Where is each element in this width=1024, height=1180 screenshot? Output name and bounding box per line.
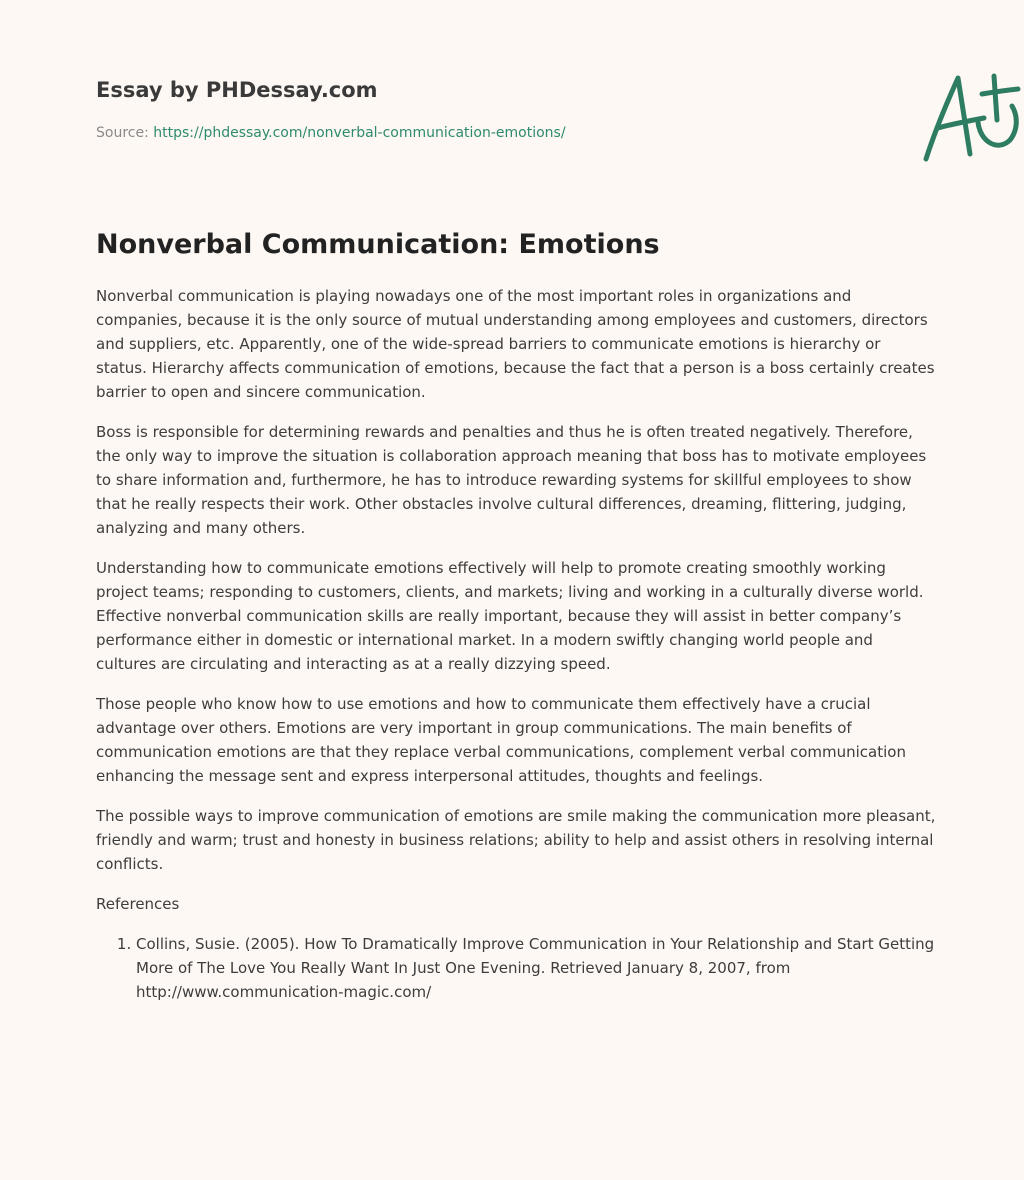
- source-link[interactable]: https://phdessay.com/nonverbal-communication-emotions/: [153, 125, 566, 141]
- essay-paragraph: Those people who know how to use emotions and how to communicate them effectively have a crucial advantage over others. Emotions are very important in group communications. The main benefits of communication emotions are that they replace verbal communications, complement verbal communication enhancing the message sent and express interpersonal attitudes, thoughts and feelings.: [96, 695, 906, 785]
- references-heading: References: [96, 895, 180, 913]
- essay-body: [96, 284, 936, 1004]
- a-plus-icon: [918, 68, 1024, 166]
- essay-paragraph: Boss is responsible for determining rewards and penalties and thus he is often treated negatively. Therefore, the only way to improve the situation is collaboration approach meaning that boss has to motivate employees to share information and, furthermore, he has to introduce rewarding systems for skillful employees to show that he really respects their work. Other obstacles involve cultural differences, dreaming, flittering, judging, analyzing and many others.: [96, 423, 927, 537]
- references-list: [96, 932, 936, 1004]
- site-title: Essay by PHDessay.com: [96, 78, 378, 102]
- essay-paragraph: The possible ways to improve communication of emotions are smile making the communication more pleasant, friendly and warm; trust and honesty in business relations; ability to help and assist others in resolving internal conflicts.: [96, 807, 936, 873]
- essay-title: Nonverbal Communication: Emotions: [96, 229, 660, 260]
- source-line: [96, 123, 566, 143]
- reference-item: 1. Collins, Susie. (2005). How To Dramatically Improve Communication in Your Relationship and Start Getting More of The Love You Really Want In Just One Evening. Retrieved January 8, 2007, from http://www.communication-magic.com/: [136, 932, 936, 1004]
- essay-paragraph: Understanding how to communicate emotions effectively will help to promote creating smoothly working project teams; responding to customers, clients, and markets; living and working in a culturally diverse world. Effective nonverbal communication skills are really important, because they will assist in better company’s performance either in domestic or international market. In a modern swiftly changing world people and cultures are circulating and interacting as at a really dizzying speed.: [96, 559, 924, 673]
- essay-paragraph: Nonverbal communication is playing nowadays one of the most important roles in organizations and companies, because it is the only source of mutual understanding among employees and customers, directors and suppliers, etc. Apparently, one of the wide-spread barriers to communicate emotions is hierarchy or status. Hierarchy affects communication of emotions, because the fact that a person is a boss certainly creates barrier to open and sincere communication.: [96, 287, 935, 401]
- source-label: Source:: [96, 125, 149, 141]
